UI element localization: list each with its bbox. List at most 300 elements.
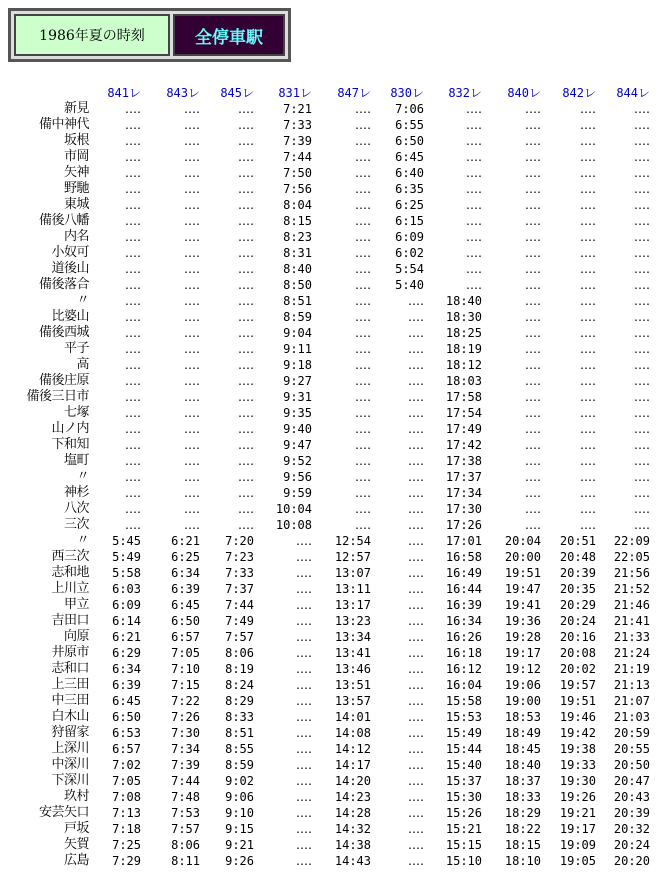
time-cell: 19:00: [504, 694, 541, 708]
time-cell: ‥‥: [579, 342, 596, 356]
time-cell: ‥‥: [407, 422, 424, 436]
time-cell: 21:07: [613, 694, 650, 708]
station-name: 井原市: [51, 645, 89, 660]
time-cell: ‥‥: [124, 342, 141, 356]
time-cell: ‥‥: [633, 150, 650, 164]
station-name: 〃: [76, 293, 89, 308]
time-cell: 16:04: [445, 678, 482, 692]
time-cell: ‥‥: [237, 118, 254, 132]
time-cell: ‥‥: [407, 694, 424, 708]
time-cell: ‥‥: [465, 150, 482, 164]
time-cell: 7:13: [112, 806, 141, 820]
table-row: [0, 261, 660, 277]
time-cell: 14:28: [334, 806, 371, 820]
time-cell: 7:20: [225, 534, 254, 548]
time-cell: ‥‥: [524, 118, 541, 132]
time-cell: ‥‥: [237, 326, 254, 340]
time-cell: ‥‥: [407, 774, 424, 788]
station-name: 志和地: [51, 565, 89, 580]
time-cell: 15:37: [445, 774, 482, 788]
time-cell: ‥‥: [237, 198, 254, 212]
time-cell: 7:08: [112, 790, 141, 804]
time-cell: ‥‥: [237, 454, 254, 468]
time-cell: 15:30: [445, 790, 482, 804]
time-cell: ‥‥: [524, 310, 541, 324]
time-cell: ‥‥: [354, 278, 371, 292]
time-cell: 13:34: [334, 630, 371, 644]
time-cell: 16:34: [445, 614, 482, 628]
table-row: [0, 245, 660, 261]
time-cell: ‥‥: [183, 342, 200, 356]
time-cell: 7:57: [225, 630, 254, 644]
time-cell: ‥‥: [407, 438, 424, 452]
train-number: 844レ: [616, 86, 650, 100]
table-row: [0, 645, 660, 661]
station-name: 備後三日市: [26, 389, 89, 404]
time-cell: ‥‥: [124, 198, 141, 212]
time-cell: ‥‥: [407, 662, 424, 676]
time-cell: ‥‥: [579, 374, 596, 388]
time-cell: ‥‥: [124, 278, 141, 292]
time-cell: ‥‥: [579, 310, 596, 324]
time-cell: 19:30: [559, 774, 596, 788]
time-cell: 8:59: [283, 310, 312, 324]
time-cell: ‥‥: [524, 150, 541, 164]
time-cell: 21:24: [613, 646, 650, 660]
time-cell: ‥‥: [579, 294, 596, 308]
time-cell: 21:46: [613, 598, 650, 612]
time-cell: 13:51: [334, 678, 371, 692]
time-cell: ‥‥: [407, 630, 424, 644]
time-cell: 7:02: [112, 758, 141, 772]
table-row: [0, 117, 660, 133]
time-cell: ‥‥: [124, 374, 141, 388]
time-cell: 18:40: [504, 758, 541, 772]
train-number-row: [0, 85, 660, 101]
time-cell: 6:39: [171, 582, 200, 596]
time-cell: 14:23: [334, 790, 371, 804]
time-cell: ‥‥: [295, 550, 312, 564]
time-cell: ‥‥: [354, 294, 371, 308]
table-row: [0, 229, 660, 245]
time-cell: 9:21: [225, 838, 254, 852]
time-cell: ‥‥: [633, 406, 650, 420]
station-name: 安芸矢口: [38, 805, 89, 820]
time-cell: 18:49: [504, 726, 541, 740]
tab-all-stops[interactable]: 全停車駅: [173, 14, 285, 56]
station-name: 野馳: [63, 181, 89, 196]
time-cell: ‥‥: [407, 470, 424, 484]
station-name: 平子: [63, 341, 89, 356]
table-row: [0, 485, 660, 501]
time-cell: 8:06: [225, 646, 254, 660]
time-cell: 6:34: [171, 566, 200, 580]
time-cell: 8:31: [283, 246, 312, 260]
time-cell: ‥‥: [407, 550, 424, 564]
time-cell: 14:38: [334, 838, 371, 852]
time-cell: ‥‥: [524, 198, 541, 212]
time-cell: 19:57: [559, 678, 596, 692]
time-cell: 14:20: [334, 774, 371, 788]
time-cell: 8:23: [283, 230, 312, 244]
time-cell: ‥‥: [237, 438, 254, 452]
time-cell: ‥‥: [633, 214, 650, 228]
time-cell: 19:17: [504, 646, 541, 660]
time-cell: ‥‥: [465, 214, 482, 228]
time-cell: 19:05: [559, 854, 596, 868]
time-cell: ‥‥: [579, 262, 596, 276]
table-row: [0, 277, 660, 293]
time-cell: 21:13: [613, 678, 650, 692]
station-name: 白木山: [51, 709, 89, 724]
time-cell: ‥‥: [237, 278, 254, 292]
time-cell: ‥‥: [465, 278, 482, 292]
time-cell: 17:01: [445, 534, 482, 548]
time-cell: 21:03: [613, 710, 650, 724]
time-cell: ‥‥: [407, 310, 424, 324]
table-row: [0, 181, 660, 197]
time-cell: ‥‥: [354, 438, 371, 452]
time-cell: ‥‥: [295, 726, 312, 740]
time-cell: ‥‥: [579, 102, 596, 116]
time-cell: ‥‥: [354, 182, 371, 196]
time-cell: ‥‥: [579, 246, 596, 260]
time-cell: ‥‥: [354, 470, 371, 484]
time-cell: 20:08: [559, 646, 596, 660]
time-cell: 20:50: [613, 758, 650, 772]
table-row: [0, 149, 660, 165]
time-cell: 22:05: [613, 550, 650, 564]
time-cell: 8:15: [283, 214, 312, 228]
time-cell: 15:21: [445, 822, 482, 836]
time-cell: 7:26: [171, 710, 200, 724]
time-cell: 7:39: [171, 758, 200, 772]
time-cell: 14:43: [334, 854, 371, 868]
time-cell: 7:44: [283, 150, 312, 164]
time-cell: ‥‥: [407, 790, 424, 804]
time-cell: ‥‥: [183, 246, 200, 260]
table-row: [0, 213, 660, 229]
time-cell: ‥‥: [183, 214, 200, 228]
time-cell: ‥‥: [237, 166, 254, 180]
table-row: [0, 741, 660, 757]
table-row: [0, 101, 660, 117]
time-cell: 18:15: [504, 838, 541, 852]
station-name: 志和口: [51, 661, 89, 676]
time-cell: ‥‥: [465, 262, 482, 276]
time-cell: ‥‥: [524, 406, 541, 420]
time-cell: 17:37: [445, 470, 482, 484]
time-cell: 5:49: [112, 550, 141, 564]
time-cell: ‥‥: [633, 502, 650, 516]
time-cell: 20:35: [559, 582, 596, 596]
train-number: 840レ: [507, 86, 541, 100]
time-cell: 6:25: [171, 550, 200, 564]
table-row: [0, 549, 660, 565]
time-cell: ‥‥: [579, 454, 596, 468]
time-cell: ‥‥: [633, 390, 650, 404]
time-cell: ‥‥: [124, 102, 141, 116]
time-cell: ‥‥: [633, 246, 650, 260]
time-cell: ‥‥: [407, 406, 424, 420]
table-row: [0, 837, 660, 853]
time-cell: 15:26: [445, 806, 482, 820]
time-cell: ‥‥: [354, 326, 371, 340]
time-cell: 17:34: [445, 486, 482, 500]
station-name: 備後西城: [38, 325, 89, 340]
time-cell: ‥‥: [407, 326, 424, 340]
time-cell: 8:59: [225, 758, 254, 772]
time-cell: ‥‥: [633, 134, 650, 148]
time-cell: 7:44: [225, 598, 254, 612]
time-cell: ‥‥: [407, 374, 424, 388]
time-cell: 7:15: [171, 678, 200, 692]
time-cell: ‥‥: [524, 342, 541, 356]
time-cell: ‥‥: [354, 406, 371, 420]
time-cell: 15:15: [445, 838, 482, 852]
time-cell: ‥‥: [183, 454, 200, 468]
time-cell: ‥‥: [465, 230, 482, 244]
time-cell: 16:49: [445, 566, 482, 580]
table-row: [0, 293, 660, 309]
table-row: [0, 389, 660, 405]
time-cell: 13:57: [334, 694, 371, 708]
time-cell: ‥‥: [183, 278, 200, 292]
table-row: [0, 805, 660, 821]
time-cell: ‥‥: [295, 694, 312, 708]
table-row: [0, 565, 660, 581]
table-row: [0, 661, 660, 677]
time-cell: 6:50: [112, 710, 141, 724]
time-cell: 7:39: [283, 134, 312, 148]
time-cell: 19:12: [504, 662, 541, 676]
time-cell: 9:15: [225, 822, 254, 836]
time-cell: ‥‥: [354, 342, 371, 356]
table-row: [0, 133, 660, 149]
time-cell: ‥‥: [465, 182, 482, 196]
time-cell: 8:04: [283, 198, 312, 212]
time-cell: 18:33: [504, 790, 541, 804]
time-cell: 13:46: [334, 662, 371, 676]
table-row: [0, 853, 660, 869]
time-cell: ‥‥: [354, 422, 371, 436]
table-row: [0, 309, 660, 325]
time-cell: 6:21: [112, 630, 141, 644]
time-cell: ‥‥: [579, 390, 596, 404]
time-cell: ‥‥: [407, 726, 424, 740]
time-cell: ‥‥: [183, 102, 200, 116]
time-cell: ‥‥: [407, 502, 424, 516]
time-cell: ‥‥: [295, 742, 312, 756]
time-cell: ‥‥: [295, 790, 312, 804]
time-cell: ‥‥: [579, 422, 596, 436]
time-cell: ‥‥: [354, 262, 371, 276]
time-cell: ‥‥: [524, 294, 541, 308]
time-cell: 7:50: [283, 166, 312, 180]
time-cell: 7:21: [283, 102, 312, 116]
time-cell: ‥‥: [124, 262, 141, 276]
time-cell: ‥‥: [295, 854, 312, 868]
time-cell: ‥‥: [407, 454, 424, 468]
table-row: [0, 677, 660, 693]
time-cell: ‥‥: [124, 150, 141, 164]
time-cell: ‥‥: [407, 710, 424, 724]
time-cell: 6:57: [171, 630, 200, 644]
time-cell: 7:56: [283, 182, 312, 196]
time-cell: 6:09: [112, 598, 141, 612]
time-cell: 18:19: [445, 342, 482, 356]
time-cell: ‥‥: [407, 486, 424, 500]
time-cell: 20:51: [559, 534, 596, 548]
time-cell: ‥‥: [407, 294, 424, 308]
time-cell: 7:22: [171, 694, 200, 708]
time-cell: ‥‥: [407, 838, 424, 852]
time-cell: ‥‥: [579, 470, 596, 484]
time-cell: ‥‥: [295, 678, 312, 692]
table-row: [0, 373, 660, 389]
time-cell: 13:41: [334, 646, 371, 660]
station-name: 備後落合: [38, 277, 89, 292]
time-cell: ‥‥: [237, 150, 254, 164]
time-cell: ‥‥: [407, 854, 424, 868]
time-cell: 6:25: [395, 198, 424, 212]
time-cell: ‥‥: [183, 118, 200, 132]
time-cell: ‥‥: [237, 502, 254, 516]
time-cell: ‥‥: [579, 438, 596, 452]
station-name: 狩留家: [51, 725, 89, 740]
station-name: 矢神: [63, 165, 89, 180]
time-cell: ‥‥: [354, 134, 371, 148]
time-cell: ‥‥: [354, 118, 371, 132]
time-cell: 6:35: [395, 182, 424, 196]
time-cell: ‥‥: [354, 310, 371, 324]
time-cell: 7:23: [225, 550, 254, 564]
time-cell: ‥‥: [183, 438, 200, 452]
time-cell: ‥‥: [183, 358, 200, 372]
time-cell: 12:57: [334, 550, 371, 564]
time-cell: ‥‥: [524, 214, 541, 228]
table-row: [0, 709, 660, 725]
time-cell: ‥‥: [407, 566, 424, 580]
time-cell: 19:42: [559, 726, 596, 740]
table-row: [0, 773, 660, 789]
time-cell: ‥‥: [124, 406, 141, 420]
station-name: 上三田: [51, 677, 89, 692]
time-cell: ‥‥: [524, 390, 541, 404]
time-cell: ‥‥: [465, 198, 482, 212]
time-cell: 6:14: [112, 614, 141, 628]
time-cell: ‥‥: [407, 582, 424, 596]
time-cell: 8:11: [171, 854, 200, 868]
train-number: 831レ: [278, 86, 312, 100]
time-cell: ‥‥: [524, 358, 541, 372]
time-cell: ‥‥: [354, 374, 371, 388]
time-cell: ‥‥: [407, 822, 424, 836]
train-number: 832レ: [448, 86, 482, 100]
time-cell: ‥‥: [579, 166, 596, 180]
time-cell: 9:31: [283, 390, 312, 404]
time-cell: ‥‥: [524, 486, 541, 500]
time-cell: ‥‥: [295, 774, 312, 788]
time-cell: 14:17: [334, 758, 371, 772]
time-cell: ‥‥: [124, 134, 141, 148]
time-cell: 21:56: [613, 566, 650, 580]
time-cell: ‥‥: [124, 230, 141, 244]
time-cell: ‥‥: [579, 486, 596, 500]
time-cell: ‥‥: [524, 470, 541, 484]
time-cell: 17:58: [445, 390, 482, 404]
time-cell: 6:09: [395, 230, 424, 244]
station-name: 甲立: [63, 597, 89, 612]
time-cell: ‥‥: [407, 614, 424, 628]
time-cell: ‥‥: [237, 230, 254, 244]
time-cell: 9:47: [283, 438, 312, 452]
time-cell: ‥‥: [183, 150, 200, 164]
time-cell: ‥‥: [633, 518, 650, 532]
time-cell: ‥‥: [183, 310, 200, 324]
time-cell: 9:40: [283, 422, 312, 436]
time-cell: 9:18: [283, 358, 312, 372]
time-cell: ‥‥: [633, 294, 650, 308]
station-name: 下深川: [51, 773, 89, 788]
time-cell: ‥‥: [354, 198, 371, 212]
time-cell: 15:40: [445, 758, 482, 772]
time-cell: ‥‥: [633, 310, 650, 324]
station-name: 吉田口: [51, 613, 89, 628]
train-number: 841レ: [107, 86, 141, 100]
time-cell: 7:33: [283, 118, 312, 132]
time-cell: 19:38: [559, 742, 596, 756]
time-cell: ‥‥: [579, 198, 596, 212]
time-cell: ‥‥: [407, 678, 424, 692]
time-cell: 13:11: [334, 582, 371, 596]
time-cell: 20:59: [613, 726, 650, 740]
time-cell: ‥‥: [465, 118, 482, 132]
time-cell: ‥‥: [124, 422, 141, 436]
time-cell: ‥‥: [579, 518, 596, 532]
time-cell: 20:00: [504, 550, 541, 564]
time-cell: ‥‥: [407, 358, 424, 372]
time-cell: ‥‥: [633, 374, 650, 388]
time-cell: 9:04: [283, 326, 312, 340]
time-cell: ‥‥: [407, 758, 424, 772]
time-cell: ‥‥: [124, 390, 141, 404]
time-cell: 8:50: [283, 278, 312, 292]
time-cell: 19:17: [559, 822, 596, 836]
time-cell: ‥‥: [237, 310, 254, 324]
table-row: [0, 197, 660, 213]
time-cell: ‥‥: [354, 390, 371, 404]
time-cell: ‥‥: [633, 166, 650, 180]
station-name: 下和知: [51, 437, 89, 452]
time-cell: ‥‥: [124, 438, 141, 452]
time-cell: 19:09: [559, 838, 596, 852]
time-cell: 18:25: [445, 326, 482, 340]
time-cell: 7:10: [171, 662, 200, 676]
time-cell: 6:55: [395, 118, 424, 132]
header-bar: [8, 8, 291, 62]
train-number: 842レ: [562, 86, 596, 100]
train-number: 845レ: [220, 86, 254, 100]
time-cell: ‥‥: [124, 214, 141, 228]
table-row: [0, 613, 660, 629]
time-cell: ‥‥: [579, 134, 596, 148]
time-cell: 8:24: [225, 678, 254, 692]
table-row: [0, 725, 660, 741]
time-cell: 8:40: [283, 262, 312, 276]
time-cell: 20:04: [504, 534, 541, 548]
time-cell: ‥‥: [295, 806, 312, 820]
